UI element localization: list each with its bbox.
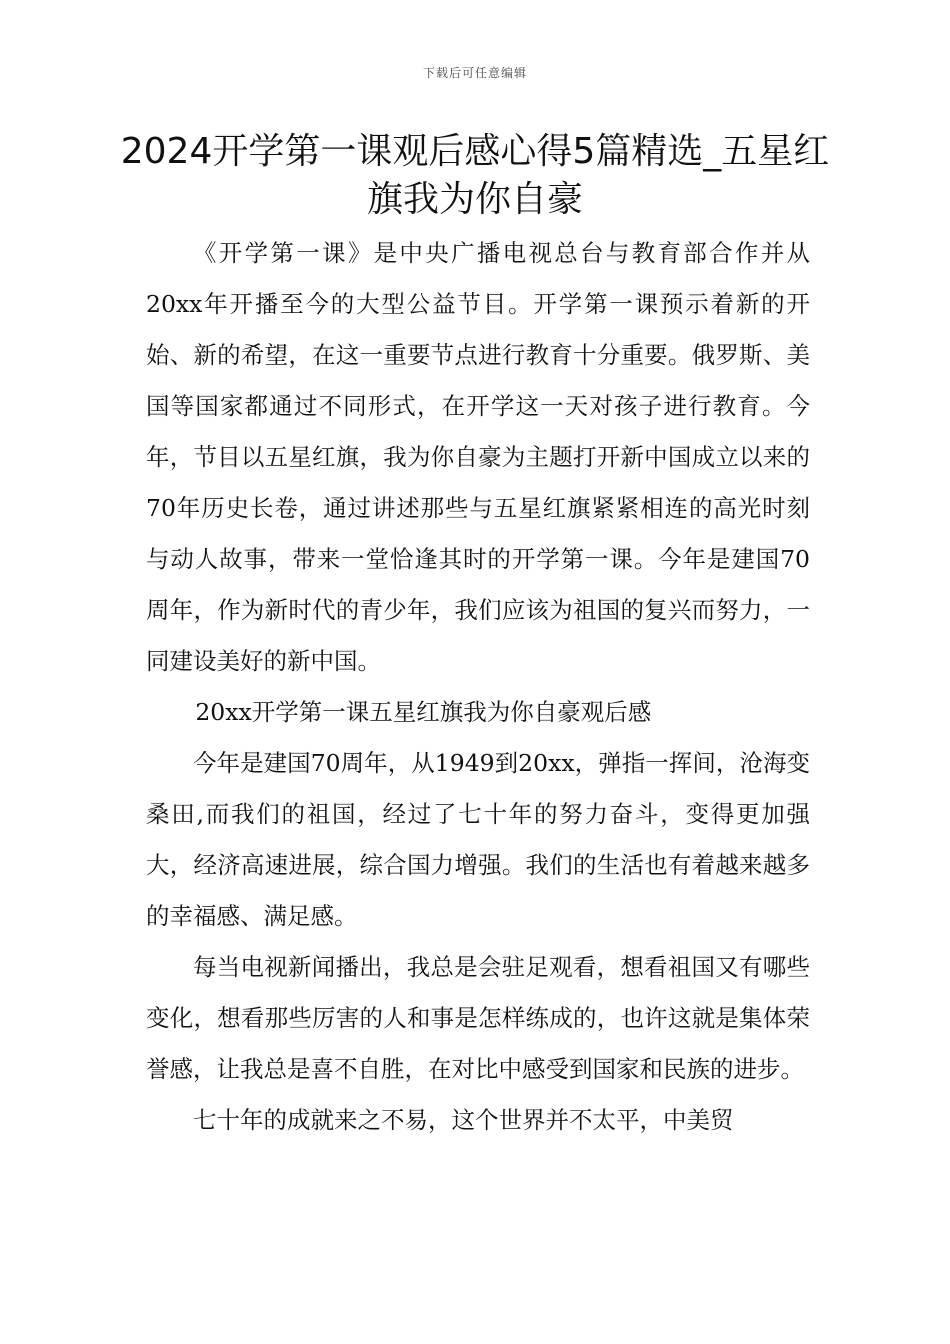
paragraph-intro: 《开学第一课》是中央广播电视总台与教育部合作并从20xx年开播至今的大型公益节目。开学第一课预示着新的开始、新的希望，在这一重要节点进行教育十分重要。俄罗斯、美国等国家都通过不同形式，在开学这一天对孩子进行教育。今年，节目以五星红旗，我为你自豪为主题打开新中国成立以来的70年历史长卷，通过讲述那些与五星红旗紧紧相连的高光时刻与动人故事，带来一堂恰逢其时的开学第一课。今年是建国70周年，作为新时代的青少年，我们应该为祖国的复兴而努力，一同建设美好的新中国。: [146, 239, 810, 675]
paragraph-achievements: 七十年的成就来之不易，这个世界并不太平，中美贸: [193, 1106, 734, 1134]
document-title: 2024开学第一课观后感心得5篇精选_五星红旗我为你自豪: [120, 131, 830, 220]
paragraph-news: 每当电视新闻播出，我总是会驻足观看，想看祖国又有哪些变化，想看那些厉害的人和事是怎样练成的，也许这就是集体荣誉感，让我总是喜不自胜，在对比中感受到国家和民族的进步。: [146, 953, 810, 1083]
paragraph-anniversary: 今年是建国70周年，从1949到20xx，弹指一挥间，沧海变桑田,而我们的祖国，经过了七十年的努力奋斗，变得更加强大，经济高速进展，综合国力增强。我们的生活也有着越来越多的幸福感、满足感。: [146, 749, 810, 930]
section-heading: 20xx开学第一课五星红旗我为你自豪观后感: [195, 698, 652, 726]
header-note: 下载后可任意编辑: [422, 66, 527, 80]
document-body: [146, 228, 810, 1146]
